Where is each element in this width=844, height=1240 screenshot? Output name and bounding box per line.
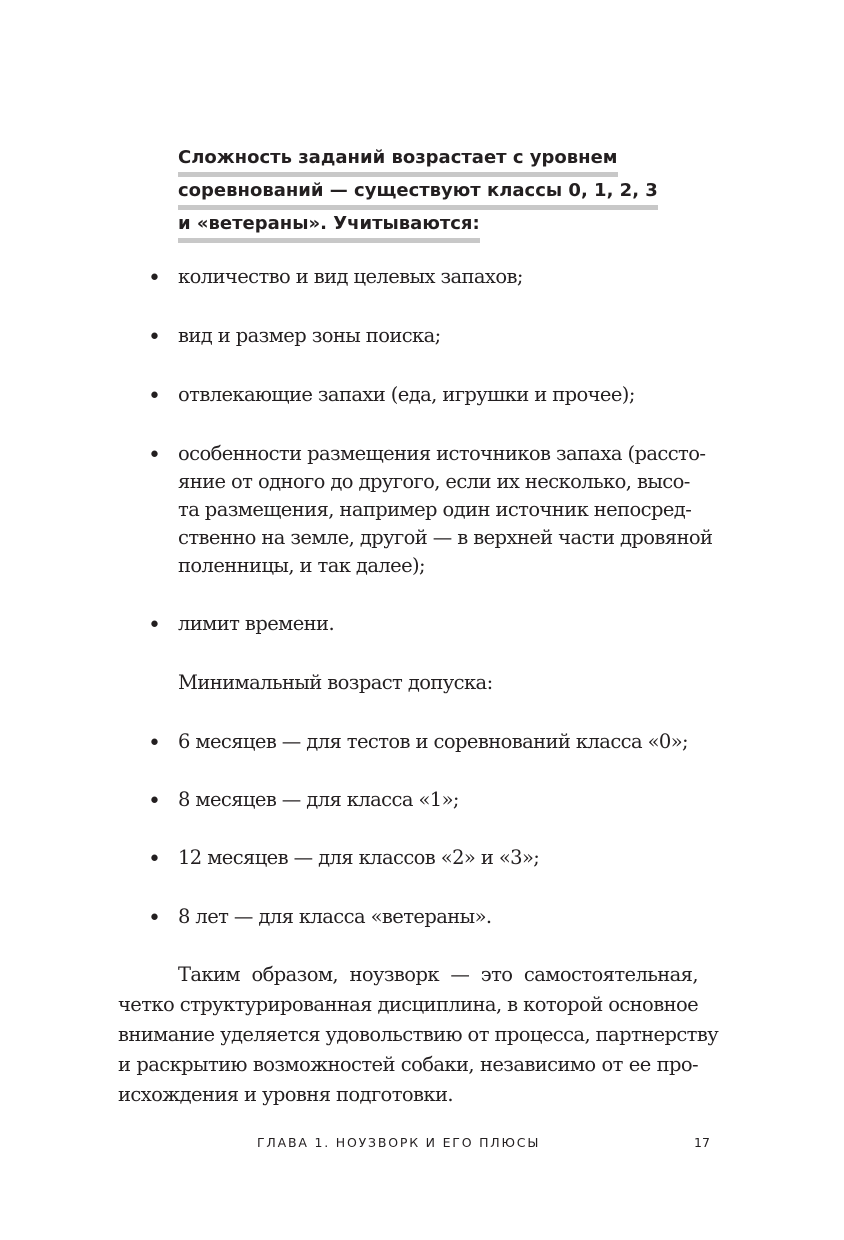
min-age-label: Минимальный возраст допуска: bbox=[178, 671, 493, 694]
bullet-icon: • bbox=[148, 789, 161, 814]
heading-line: и «ветераны». Учитываются: bbox=[178, 211, 480, 243]
list-item: 12 месяцев — для классов «2» и «3»; bbox=[178, 846, 540, 869]
page-number: 17 bbox=[694, 1135, 710, 1150]
highlighted-heading bbox=[178, 145, 658, 243]
conclusion-paragraph: Таким образом, ноузворк — это самостоятельная, четко структурированная дисциплина, в которой основное внимание уделяется удовольствию от процесса, партнерству и раскрытию возможностей собаки, независимо от ее про- исхождения и уровня подготовки. bbox=[118, 963, 719, 1106]
list-item: 8 месяцев — для класса «1»; bbox=[178, 788, 459, 811]
list-item: лимит времени. bbox=[178, 612, 335, 635]
heading-line: Сложность заданий возрастает с уровнем bbox=[178, 145, 618, 177]
running-title: ГЛАВА 1. НОУЗВОРК И ЕГО ПЛЮСЫ bbox=[257, 1135, 541, 1150]
list-item: вид и размер зоны поиска; bbox=[178, 324, 441, 347]
bullet-icon: • bbox=[148, 906, 161, 931]
list-item: отвлекающие запахи (еда, игрушки и прочее); bbox=[178, 383, 635, 406]
list-item: 8 лет — для класса «ветераны». bbox=[178, 905, 492, 928]
bullet-icon: • bbox=[148, 384, 161, 409]
list-item: особенности размещения источников запаха (рассто- яние от одного до другого, если их несколько, высо- та размещения, например один источник непосред- ственно на земле, другой — в верхней части дровяной поленницы, и так далее); bbox=[178, 442, 713, 577]
bullet-icon: • bbox=[148, 731, 161, 756]
bullet-icon: • bbox=[148, 443, 161, 468]
bullet-icon: • bbox=[148, 266, 161, 291]
bullet-icon: • bbox=[148, 613, 161, 638]
heading-line: соревнований — существуют классы 0, 1, 2, 3 bbox=[178, 178, 658, 210]
bullet-icon: • bbox=[148, 325, 161, 350]
list-item: 6 месяцев — для тестов и соревнований класса «0»; bbox=[178, 730, 689, 753]
bullet-icon: • bbox=[148, 847, 161, 872]
list-item: количество и вид целевых запахов; bbox=[178, 265, 523, 288]
